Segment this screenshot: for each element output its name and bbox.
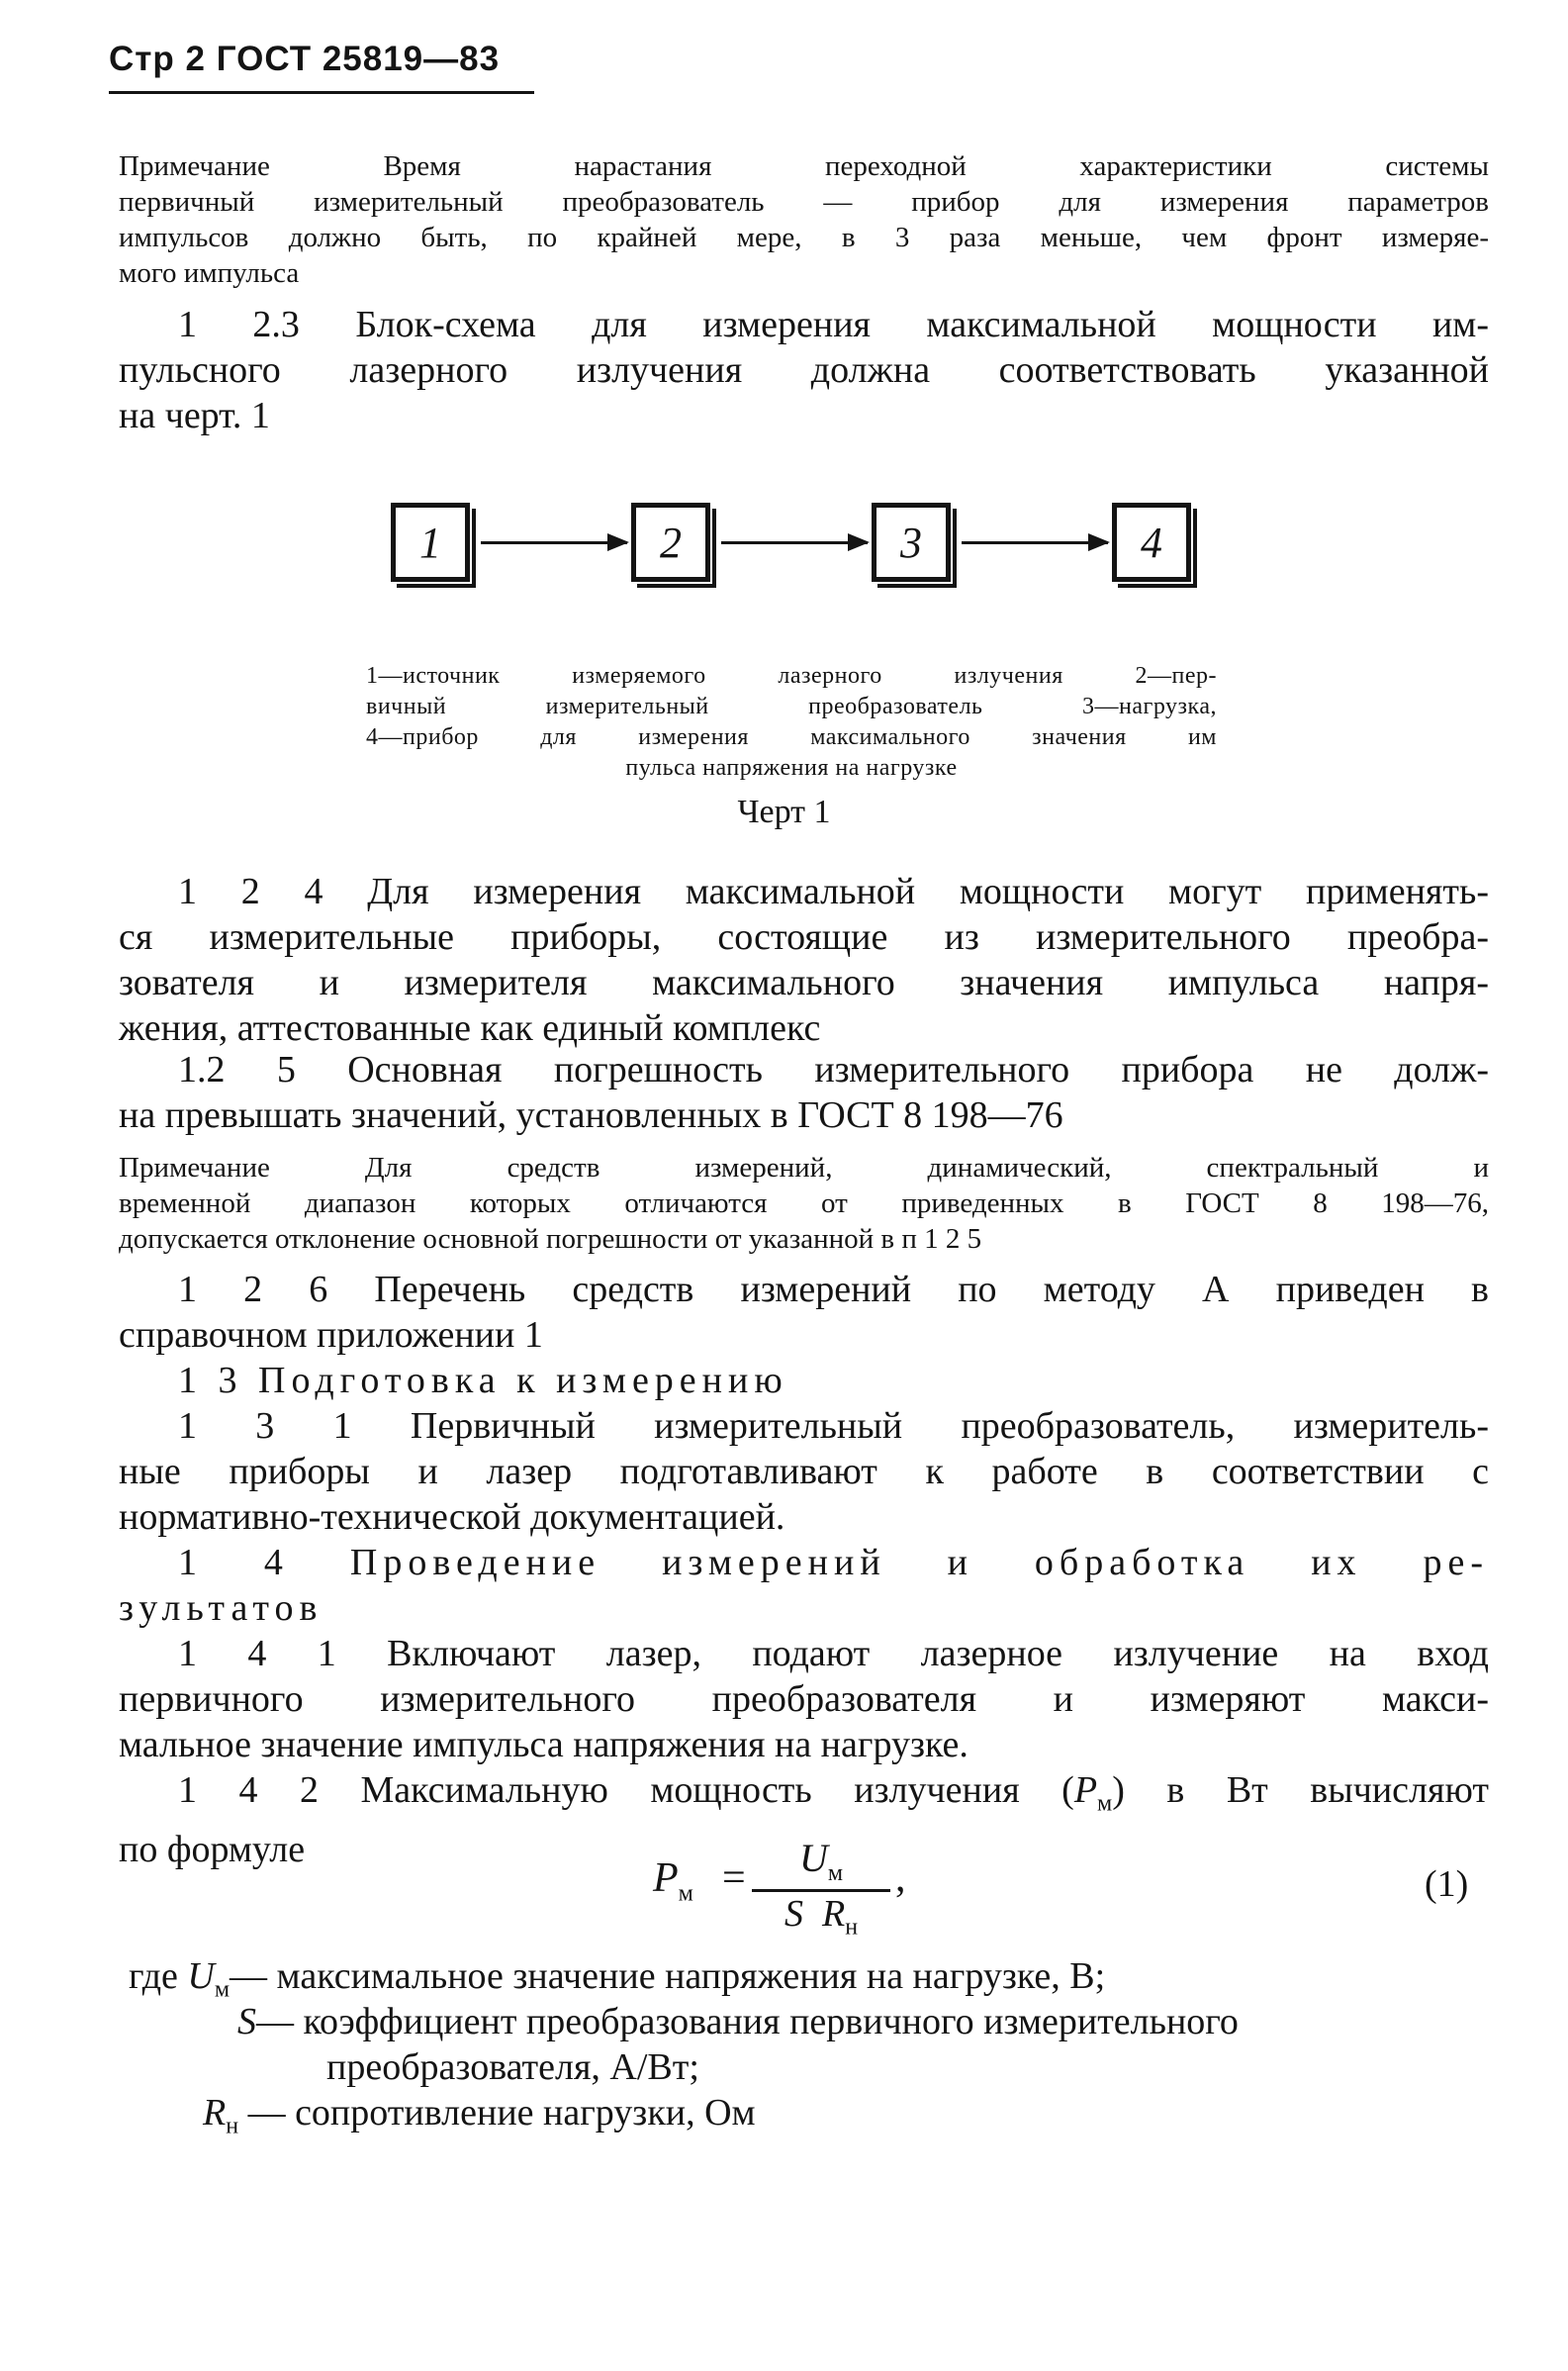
diagram-legend [366, 661, 1217, 784]
formula-sub: м [827, 1860, 844, 1886]
formula-comma: , [895, 1855, 906, 1901]
arrow-2-3 [721, 541, 868, 544]
formula-sub: м [678, 1880, 693, 1907]
paragraph-1-3-1 [119, 1403, 1489, 1540]
note-line: импульсов должно быть, по крайней мере, в 3 раза меньше, чем фронт измеряе- [119, 222, 1489, 253]
text-line: 1.2 5 Основная погрешность измерительного прибора не долж- [178, 1049, 1489, 1091]
formula-fraction [752, 1835, 890, 1942]
definition-s [237, 1999, 1239, 2044]
arrow-3-4 [962, 541, 1108, 544]
text-line: 1 4 1 Включают лазер, подают лазерное излучение на вход [178, 1633, 1489, 1674]
legend-line: 1—источник измеряемого лазерного излучения 2—пер- [366, 663, 1217, 689]
section-heading: 1 3 Подготовка к измерению [178, 1360, 788, 1401]
text-line: 1 3 1 Первичный измерительный преобразователь, измеритель- [178, 1405, 1489, 1447]
text-line: мальное значение импульса напряжения на нагрузке. [119, 1724, 968, 1765]
symbol-p: P [1073, 1769, 1098, 1811]
formula-var: R [821, 1893, 846, 1935]
diagram-box-4: 4 [1112, 503, 1191, 582]
page-header: Стр 2 ГОСТ 25819—83 [109, 40, 534, 94]
symbol-r: R [203, 2092, 227, 2134]
text-line: зователя и измерителя максимального значения импульса напря- [119, 962, 1489, 1003]
definition-s-cont: преобразователя, А/Вт; [326, 2046, 699, 2088]
text-line: 1 2 4 Для измерения максимальной мощности могут применять- [178, 871, 1489, 912]
symbol-sub: н [226, 2113, 239, 2139]
text-line: жения, аттестованные как единый комплекс [119, 1007, 821, 1049]
text-line: первичного измерительного преобразователя и измеряют макси- [119, 1678, 1489, 1720]
figure-caption: Черт 1 [737, 794, 831, 830]
text-line: справочном приложении 1 [119, 1314, 543, 1356]
definition-text: — сопротивление нагрузки, Ом [238, 2092, 756, 2134]
diagram-box-3: 3 [872, 503, 951, 582]
where-lead: где [129, 1955, 178, 1997]
section-heading: 1 4 Проведение измерений и обработка их ре- [178, 1542, 1489, 1583]
formula-lhs [653, 1854, 693, 1907]
paragraph-1-4-1 [119, 1631, 1489, 1767]
text-line: пульсного лазерного излучения должна соответствовать указанной [119, 349, 1489, 391]
text-line: на превышать значений, установленных в ГОСТ 8 198—76 [119, 1094, 1063, 1136]
formula-denominator [752, 1892, 890, 1942]
section-heading: зультатов [119, 1587, 323, 1629]
note-1 [119, 148, 1489, 291]
definition-text: — максимальное значение напряжения на нагрузке, В; [230, 1955, 1106, 1997]
note-line: первичный измерительный преобразователь — прибор для измерения параметров [119, 186, 1489, 218]
diagram-box-2: 2 [631, 503, 710, 582]
symbol-u: U [187, 1955, 215, 1997]
section-1-3 [119, 1358, 1489, 1403]
equation-number: (1) [1425, 1863, 1469, 1905]
text-line: нормативно-технической документацией. [119, 1496, 785, 1538]
formula-numerator [752, 1835, 890, 1892]
paragraph-1-2-4 [119, 869, 1489, 1051]
symbol-sub: м [214, 1976, 231, 2003]
symbol-s: S [237, 2001, 256, 2042]
text-line: на черт. 1 [119, 395, 270, 436]
paragraph-1-2-6 [119, 1267, 1489, 1358]
legend-line: пульса напряжения на нагрузке [625, 755, 958, 781]
note-line: Примечание Для средств измерений, динамический, спектральный и [119, 1152, 1489, 1184]
text-span: ) в Вт вычисляют [1112, 1769, 1489, 1811]
legend-line: вичный измерительный преобразователь 3—нагрузка, [366, 694, 1217, 719]
diagram-box-1: 1 [391, 503, 470, 582]
note-line: допускается отклонение основной погрешности от указанной в п 1 2 5 [119, 1223, 982, 1255]
text-line [119, 1767, 1489, 1827]
note-2 [119, 1150, 1489, 1257]
formula-sub: н [845, 1914, 859, 1941]
block-diagram [386, 495, 1197, 604]
formula-var: S [784, 1893, 803, 1935]
text-line: 1 2.3 Блок-схема для измерения максимальной мощности им- [178, 304, 1489, 345]
symbol-sub: м [1097, 1790, 1113, 1817]
text-line: ся измерительные приборы, состоящие из измерительного преобра- [119, 916, 1489, 958]
text-line: 1 2 6 Перечень средств измерений по методу А приведен в [178, 1269, 1489, 1310]
paragraph-1-2-3 [119, 302, 1489, 438]
formula-equals: = [722, 1855, 746, 1901]
formula-var: U [798, 1836, 828, 1880]
definition-text: — коэффициент преобразования первичного измерительного [256, 2001, 1239, 2042]
section-1-4 [119, 1540, 1489, 1631]
note-line: временной диапазон которых отличаются от приведенных в ГОСТ 8 198—76, [119, 1187, 1489, 1219]
definition-r [203, 2090, 756, 2149]
formula-var: P [653, 1855, 679, 1901]
legend-line: 4—прибор для измерения максимального значения им [366, 724, 1217, 750]
text-line: ные приборы и лазер подготавливают к работе в соответствии с [119, 1451, 1489, 1492]
text-line: по формуле [119, 1828, 306, 1870]
note-line: мого импульса [119, 257, 300, 289]
arrow-1-2 [481, 541, 627, 544]
text-span: 1 4 2 Максимальную мощность излучения ( [178, 1769, 1074, 1811]
paragraph-1-2-5 [119, 1047, 1489, 1138]
note-line: Примечание Время нарастания переходной характеристики системы [119, 150, 1489, 182]
